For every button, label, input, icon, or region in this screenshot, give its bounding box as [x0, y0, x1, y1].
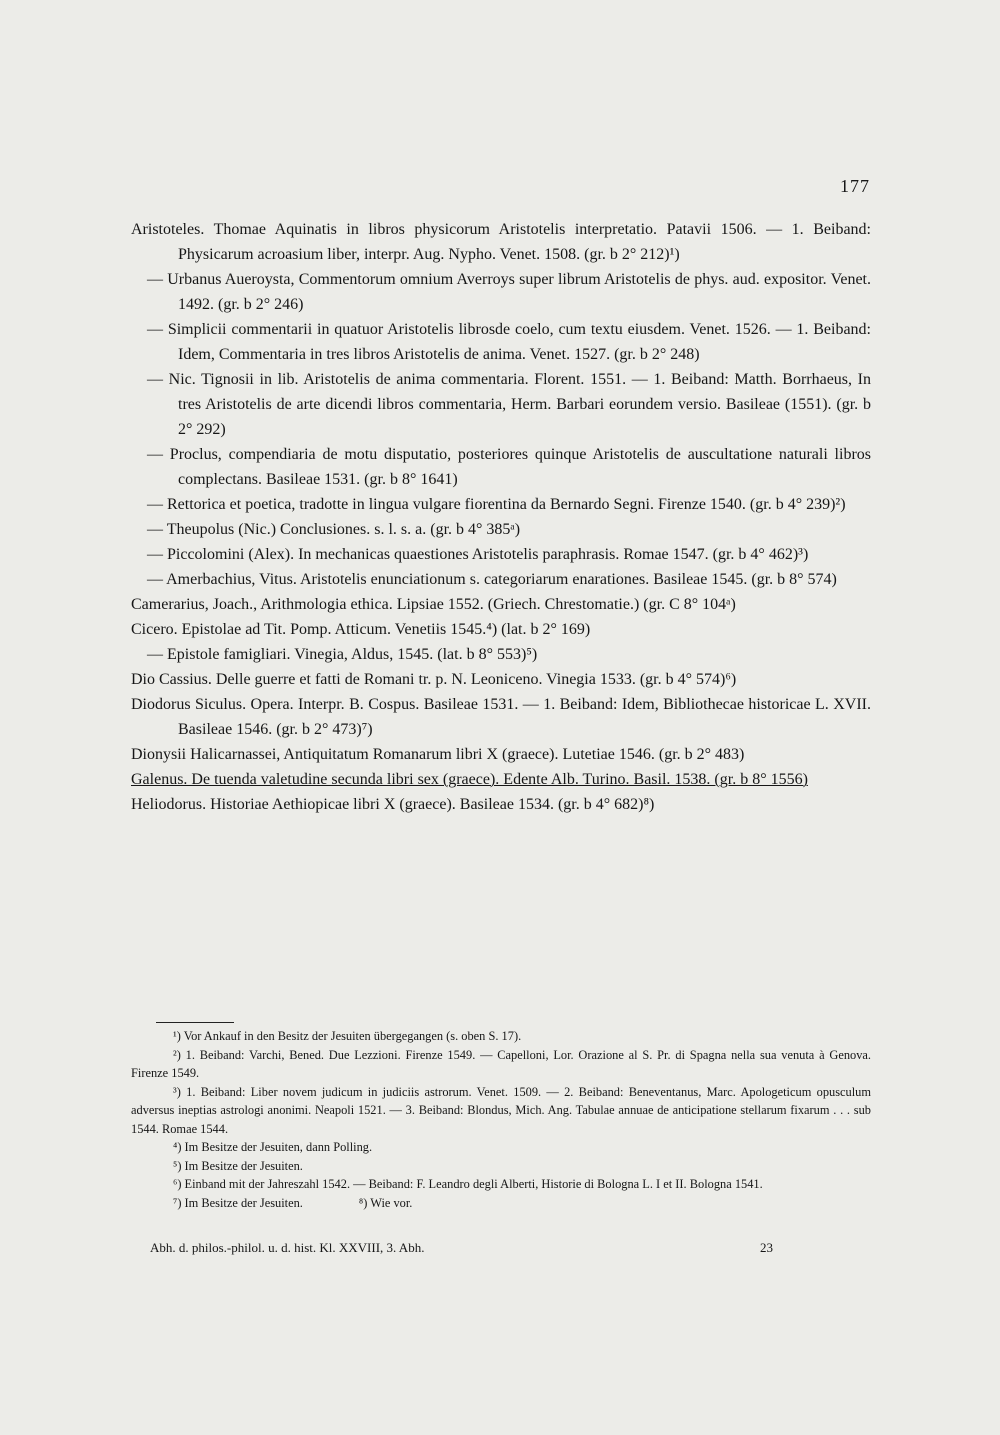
catalog-entry: — Proclus, compendiaria de motu disputatio, posteriores quinque Aristotelis de auscultatione naturali libros complectans. Basileae 1531. (gr. b 8° 1641) — [147, 446, 871, 488]
footnote: ³) 1. Beiband: Liber novem judicum in judiciis astrorum. Venet. 1509. — 2. Beiband: Beneventanus, Marc. Apologeticum opusculum adversus ineptias astrologi anonimi. Neapoli 1521. — 3. Beiband: Blondus, Mich. Ang. Tabulae annuae de anticipatione stellarum fixarum . . . sub 1544. Romae 1544. — [131, 1084, 871, 1136]
footnote: ⁸) Wie vor. — [358, 1195, 413, 1210]
catalog-entry: — Nic. Tignosii in lib. Aristotelis de anima commentaria. Florent. 1551. — 1. Beiband: Matth. Borrhaeus, In tres Aristotelis de arte dicendi libros commentaria, Herm. Barbari eorundem versio. Basileae (1551). (gr. b 2° 292) — [147, 371, 871, 438]
catalog-entry: Cicero. Epistolae ad Tit. Pomp. Atticum. Venetiis 1545.⁴) (lat. b 2° 169) — [131, 621, 591, 638]
footnote: ⁴) Im Besitze der Jesuiten, dann Polling. — [173, 1140, 373, 1154]
page-number: 177 — [840, 176, 870, 196]
footnotes — [131, 1022, 871, 1212]
footnote: ¹) Vor Ankauf in den Besitz der Jesuiten übergegangen (s. oben S. 17). — [173, 1029, 522, 1043]
footnote: ²) 1. Beiband: Varchi, Bened. Due Lezzioni. Firenze 1549. — Capelloni, Lor. Orazione al S. Pr. di Spagna nella sua venuta à Genova. Firenze 1549. — [131, 1047, 871, 1080]
catalog-entry: — Urbanus Aueroysta, Commentorum omnium Averroys super librum Aristotelis de phys. aud. expositor. Venet. 1492. (gr. b 2° 246) — [147, 271, 871, 313]
footnote: ⁵) Im Besitze der Jesuiten. — [173, 1158, 303, 1173]
catalog-entries — [131, 217, 871, 817]
catalog-entry: — Amerbachius, Vitus. Aristotelis enunciationum s. categoriarum enarationes. Basileae 1545. (gr. b 8° 574) — [147, 571, 837, 588]
signature-line: Abh. d. philos.-philol. u. d. hist. Kl. XXVIII, 3. Abh. — [150, 1240, 425, 1255]
catalog-entry: Dio Cassius. Delle guerre et fatti de Romani tr. p. N. Leoniceno. Vinegia 1533. (gr. b 4° 574)⁶) — [131, 671, 737, 688]
catalog-entry: Heliodorus. Historiae Aethiopicae libri X (graece). Basileae 1534. (gr. b 4° 682)⁸) — [131, 796, 655, 813]
catalog-entry: Camerarius, Joach., Arithmologia ethica. Lipsiae 1552. (Griech. Chrestomatie.) (gr. C 8° 104ᵃ) — [131, 596, 736, 613]
catalog-entry: — Piccolomini (Alex). In mechanicas quaestiones Aristotelis paraphrasis. Romae 1547. (gr. b 4° 462)³) — [147, 546, 809, 563]
catalog-entry: Diodorus Siculus. Opera. Interpr. B. Cospus. Basileae 1531. — 1. Beiband: Idem, Bibliothecae historicae L. XVII. Basileae 1546. (gr. b 2° 473)⁷) — [131, 696, 871, 738]
catalog-entry: — Epistole famigliari. Vinegia, Aldus, 1545. (lat. b 8° 553)⁵) — [147, 646, 538, 663]
catalog-entry: — Rettorica et poetica, tradotte in lingua vulgare fiorentina da Bernardo Segni. Firenze 1540. (gr. b 4° 239)²) — [147, 496, 846, 513]
signature-number: 23 — [760, 1240, 773, 1255]
catalog-entry: Aristoteles. Thomae Aquinatis in libros physicorum Aristotelis interpretatio. Patavii 1506. — 1. Beiband: Physicarum acroasium liber, interpr. Aug. Nypho. Venet. 1508. (gr. b 2° 212)¹) — [131, 221, 871, 263]
catalog-entry-underlined: Galenus. De tuenda valetudine secunda libri sex (graece). Edente Alb. Turino. Basil. 1538. (gr. b 8° 1556) — [131, 771, 808, 788]
catalog-entry: Dionysii Halicarnassei, Antiquitatum Romanarum libri X (graece). Lutetiae 1546. (gr. b 2° 483) — [131, 746, 745, 763]
footnote: ⁶) Einband mit der Jahreszahl 1542. — Beiband: F. Leandro degli Alberti, Historie di Bologna L. I et II. Bologna 1541. — [173, 1177, 763, 1191]
footnote: ⁷) Im Besitze der Jesuiten. — [173, 1195, 303, 1210]
footnote-row — [131, 1194, 871, 1213]
catalog-entry: — Simplicii commentarii in quatuor Aristotelis librosde coelo, cum textu eiusdem. Venet. 1526. — 1. Beiband: Idem, Commentaria in tres libros Aristotelis de anima. Venet. 1527. (gr. b 2° 248) — [147, 321, 871, 363]
footnote-divider — [156, 1022, 234, 1023]
catalog-entry: — Theupolus (Nic.) Conclusiones. s. l. s. a. (gr. b 4° 385ᵃ) — [147, 521, 521, 538]
